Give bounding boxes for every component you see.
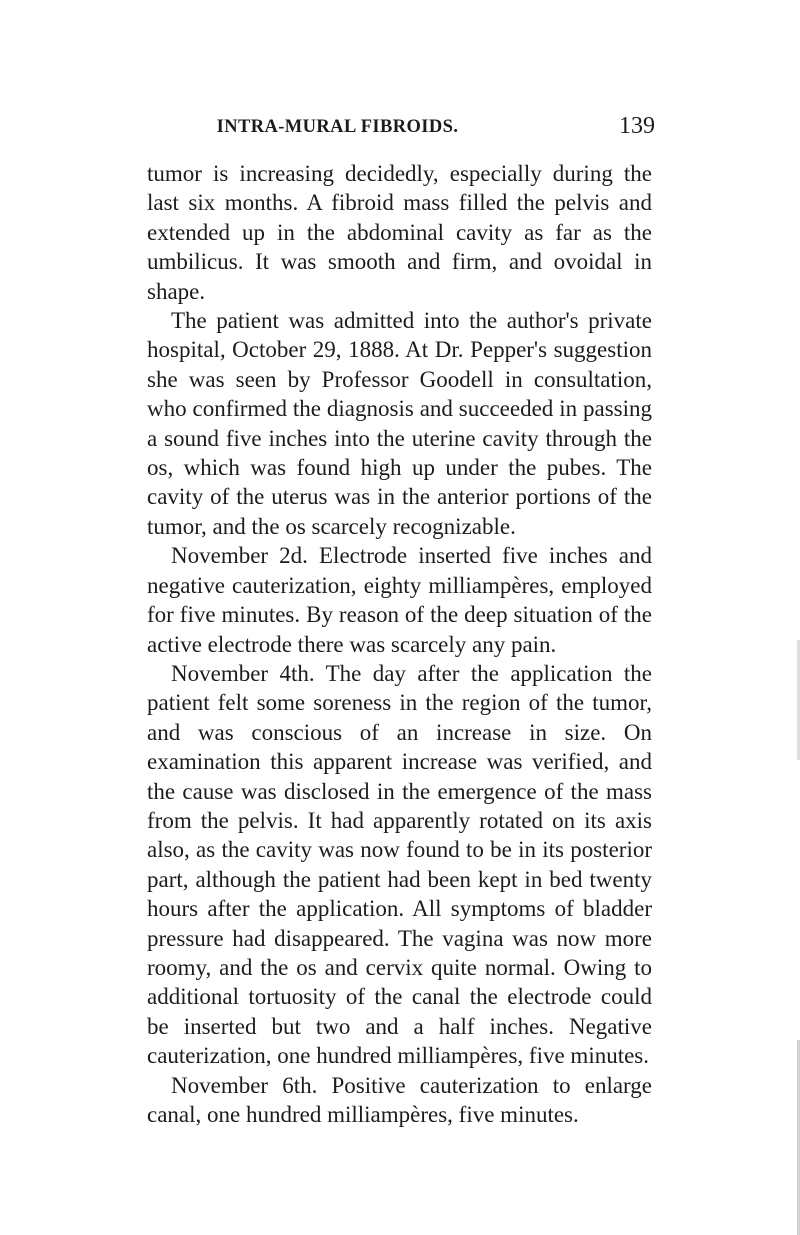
- paragraph-november-4: November 4th. The day after the application the patient felt some soreness in the region of the tumor, and was conscious of an increase in size. On examination this apparent increase was verified, and the cause was disclosed in the emergence of the mass from the pelvis. It had apparently rotated on its axis also, as the cavity was now found to be in its posterior part, although the patient had been kept in bed twenty hours after the application. All symptoms of bladder pressure had disappeared. The vagina was now more roomy, and the os and cervix quite normal. Owing to additional tortuosity of the canal the electrode could be inserted but two and a half inches. Negative cauterization, one hundred milliampères, five minutes.: [147, 660, 652, 1069]
- paragraph-tumor-description: tumor is increasing decidedly, especially during the last six months. A fibroid mass filled the pelvis and extended up in the abdominal cavity as far as the umbilicus. It was smooth and firm, and ovoidal in shape.: [147, 161, 652, 304]
- paragraph-november-2: November 2d. Electrode inserted five inches and negative cauterization, eighty milliampères, employed for five minutes. By reason of the deep situation of the active electrode there was scarcely any pain.: [147, 543, 652, 657]
- running-head: [210, 113, 670, 147]
- paragraph-admission: The patient was admitted into the author's private hospital, October 29, 1888. At Dr. Pepper's suggestion she was seen by Professor Goodell in consultation, who confirmed the diagnosis and succeeded in passing a sound five inches into the uterine cavity through the os, which was found high up under the pubes. The cavity of the uterus was in the anterior portions of the tumor, and the os scarcely recognizable.: [147, 308, 652, 539]
- body-text: [147, 159, 652, 1129]
- page-number: 139: [619, 113, 655, 139]
- running-title: INTRA-MURAL FIBROIDS.: [216, 117, 459, 137]
- paragraph-november-6: November 6th. Positive cauterization to enlarge canal, one hundred milliampères, five minutes.: [147, 1072, 652, 1127]
